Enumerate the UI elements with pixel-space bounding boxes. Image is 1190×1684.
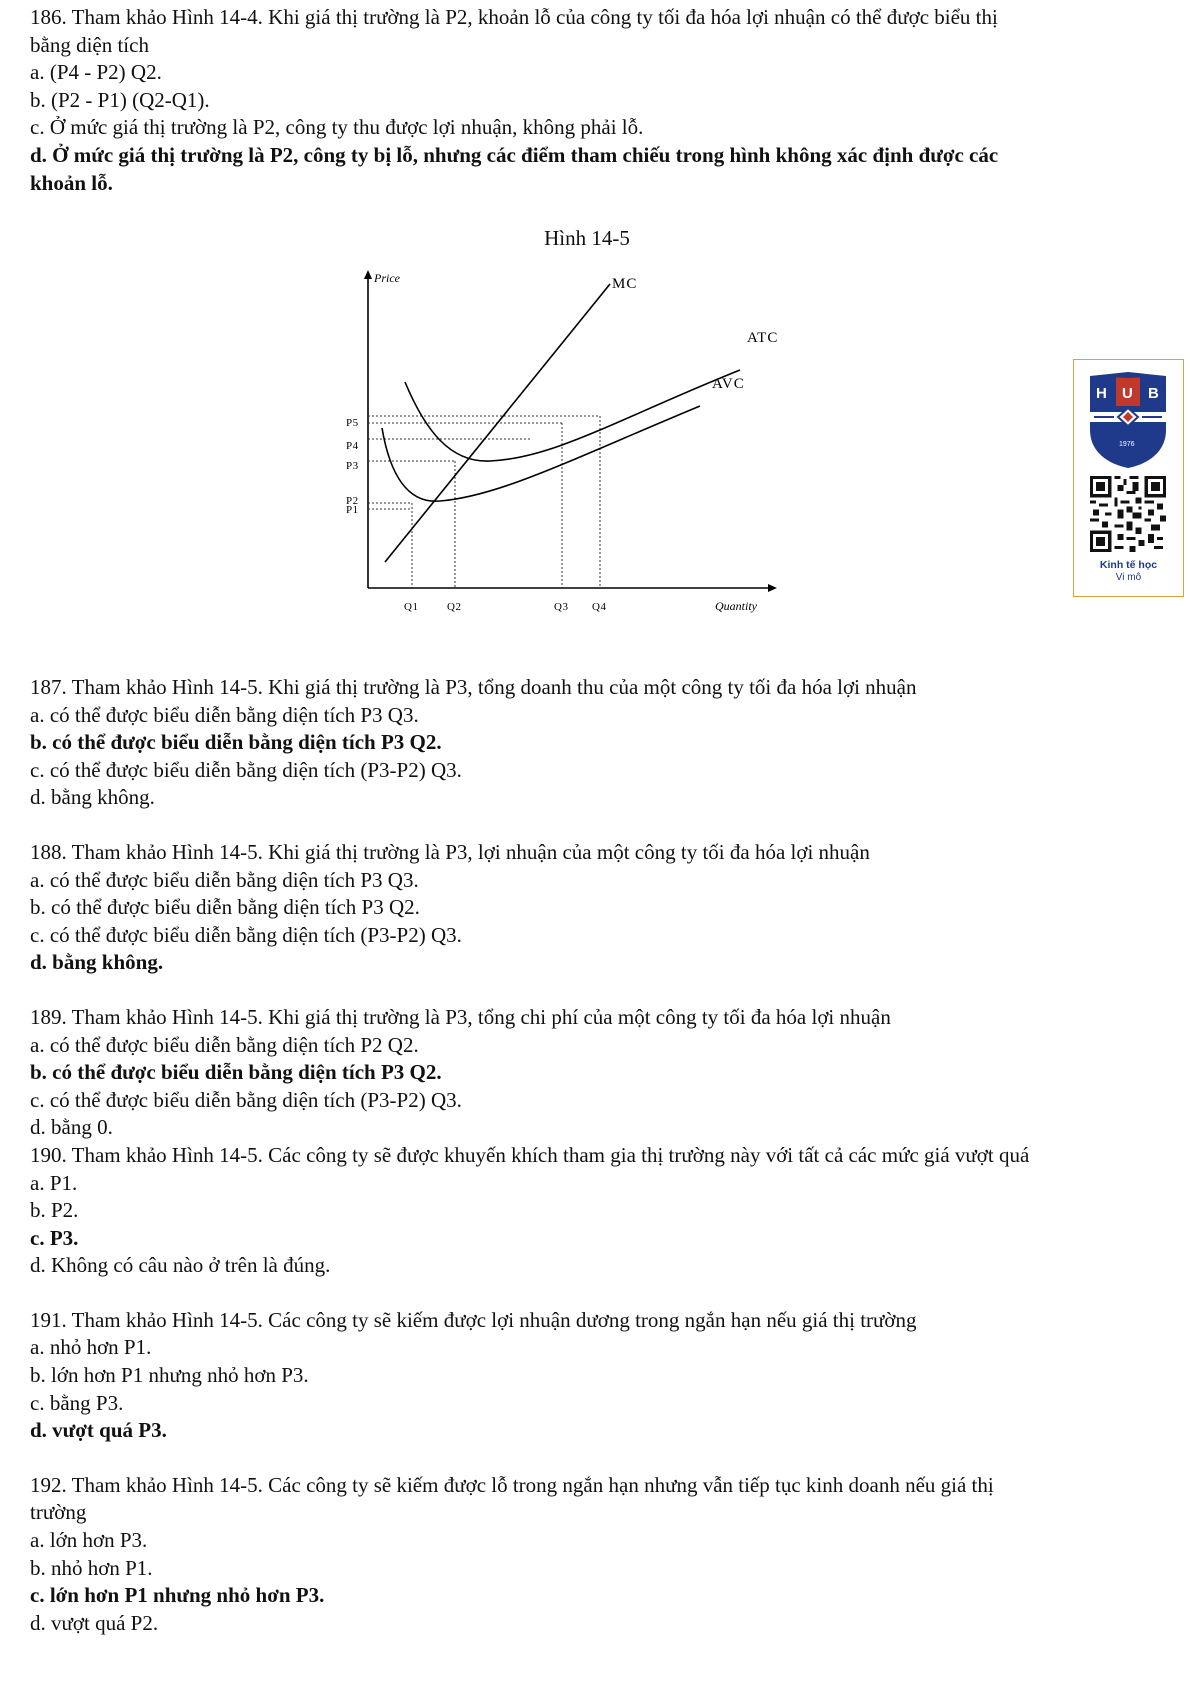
question-191-option-d: d. vượt quá P3. [30,1418,167,1443]
question-191-option-b: b. lớn hơn P1 nhưng nhỏ hơn P3. [30,1363,309,1388]
question-192-option-c: c. lớn hơn P1 nhưng nhỏ hơn P3. [30,1583,325,1608]
spacer [30,1280,1180,1307]
avc-curve [382,406,700,501]
question-191 [30,1307,1180,1445]
figure-title: Hình 14-5 [544,226,630,250]
axes [368,276,770,588]
question-186 [30,4,1180,197]
y-axis-label: Price [374,271,400,285]
hub-year: 1976 [1119,441,1135,448]
question-189 [30,1004,1180,1142]
hub-letter-u: U [1122,385,1133,402]
question-188 [30,839,1180,977]
hub-letter-h: H [1096,385,1107,402]
hub-badge [1073,359,1184,597]
question-192-stem-line-1: 192. Tham khảo Hình 14-5. Các công ty sẽ kiếm được lỗ trong ngắn hạn nhưng vẫn tiếp tục kinh doanh nếu giá thị [30,1472,994,1497]
question-189-option-d: d. bằng 0. [30,1115,113,1140]
question-187-option-a: a. có thể được biểu diễn bằng diện tích P3 Q3. [30,702,419,727]
hub-shield-logo [1088,370,1168,470]
y-axis-arrow [364,270,372,279]
question-190-option-d: d. Không có câu nào ở trên là đúng. [30,1253,331,1278]
question-190-option-b: b. P2. [30,1198,79,1223]
question-188-stem: 188. Tham khảo Hình 14-5. Khi giá thị trường là P3, lợi nhuận của một công ty tối đa hóa lợi nhuận [30,839,870,864]
question-186-option-d-line-1: d. Ở mức giá thị trường là P2, công ty bị lỗ, nhưng các điểm tham chiếu trong hình không xác định được các [30,142,999,167]
tick-p2: P2 [346,495,359,507]
question-187-option-c: c. có thể được biểu diễn bằng diện tích (P3-P2) Q3. [30,757,462,782]
question-187-option-b: b. có thể được biểu diễn bằng diện tích P3 Q2. [30,730,442,755]
question-189-option-a: a. có thể được biểu diễn bằng diện tích P2 Q2. [30,1032,419,1057]
question-191-option-a: a. nhỏ hơn P1. [30,1335,152,1360]
avc-label: AVC [712,376,745,392]
question-187-option-d: d. bằng không. [30,785,155,810]
question-192 [30,1472,1180,1638]
mc-label: MC [612,276,638,292]
tick-q1: Q1 [404,601,419,613]
tick-p1: P1 [346,504,359,516]
hub-letter-b: B [1148,385,1159,402]
question-188-option-b: b. có thể được biểu diễn bằng diện tích P3 Q2. [30,895,420,920]
question-190-option-c: c. P3. [30,1225,79,1250]
qr-code [1090,476,1166,552]
question-190-stem: 190. Tham khảo Hình 14-5. Các công ty sẽ được khuyến khích tham gia thị trường này với tất cả các mức giá vượt quá [30,1142,1030,1167]
question-186-option-a: a. (P4 - P2) Q2. [30,60,162,85]
tick-q3: Q3 [554,601,569,613]
question-186-option-c: c. Ở mức giá thị trường là P2, công ty thu được lợi nhuận, không phải lỗ. [30,115,644,140]
question-190-option-a: a. P1. [30,1170,78,1195]
question-186-option-b: b. (P2 - P1) (Q2-Q1). [30,87,210,112]
atc-label: ATC [747,330,779,346]
questions-187-192 [30,674,1180,1637]
price-tick-labels [346,417,359,516]
tick-p4: P4 [346,440,359,452]
question-192-option-d: d. vượt quá P2. [30,1610,159,1635]
question-189-option-b: b. có thể được biểu diễn bằng diện tích P3 Q2. [30,1060,442,1085]
question-187 [30,674,1180,812]
question-192-option-b: b. nhỏ hơn P1. [30,1555,153,1580]
spacer [30,812,1180,839]
tick-q4: Q4 [592,601,607,613]
reference-lines [368,416,600,588]
question-186-option-d-line-2: khoản lỗ. [30,170,113,195]
question-190 [30,1142,1180,1280]
question-189-option-c: c. có thể được biểu diễn bằng diện tích (P3-P2) Q3. [30,1087,462,1112]
x-axis-label: Quantity [715,599,757,613]
badge-caption-1: Kinh tế học [1099,559,1158,571]
tick-p3: P3 [346,460,359,472]
mc-curve [385,284,610,562]
x-axis-arrow [768,584,777,592]
question-192-option-a: a. lớn hơn P3. [30,1528,148,1553]
question-188-option-d: d. bằng không. [30,950,164,975]
question-191-stem: 191. Tham khảo Hình 14-5. Các công ty sẽ kiếm được lợi nhuận dương trong ngắn hạn nếu giá thị trường [30,1307,917,1332]
tick-p5: P5 [346,417,359,429]
quantity-tick-labels [404,601,606,613]
question-186-stem-line-1: 186. Tham khảo Hình 14-4. Khi giá thị trường là P2, khoản lỗ của công ty tối đa hóa lợi nhuận có thể được biểu thị [30,5,998,29]
question-191-option-c: c. bằng P3. [30,1390,124,1415]
question-192-stem-line-2: trường [30,1500,87,1525]
question-188-option-c: c. có thể được biểu diễn bằng diện tích (P3-P2) Q3. [30,922,462,947]
cost-curves-figure [300,270,780,613]
spacer [30,1445,1180,1472]
spacer [30,977,1180,1004]
tick-q2: Q2 [447,601,462,613]
question-186-stem-line-2: bằng diện tích [30,32,149,57]
badge-caption-2: Vi mô [1115,572,1142,583]
question-188-option-a: a. có thể được biểu diễn bằng diện tích P3 Q3. [30,867,419,892]
question-187-stem: 187. Tham khảo Hình 14-5. Khi giá thị trường là P3, tổng doanh thu của một công ty tối đa hóa lợi nhuận [30,675,917,699]
question-189-stem: 189. Tham khảo Hình 14-5. Khi giá thị trường là P3, tổng chi phí của một công ty tối đa hóa lợi nhuận [30,1004,891,1029]
